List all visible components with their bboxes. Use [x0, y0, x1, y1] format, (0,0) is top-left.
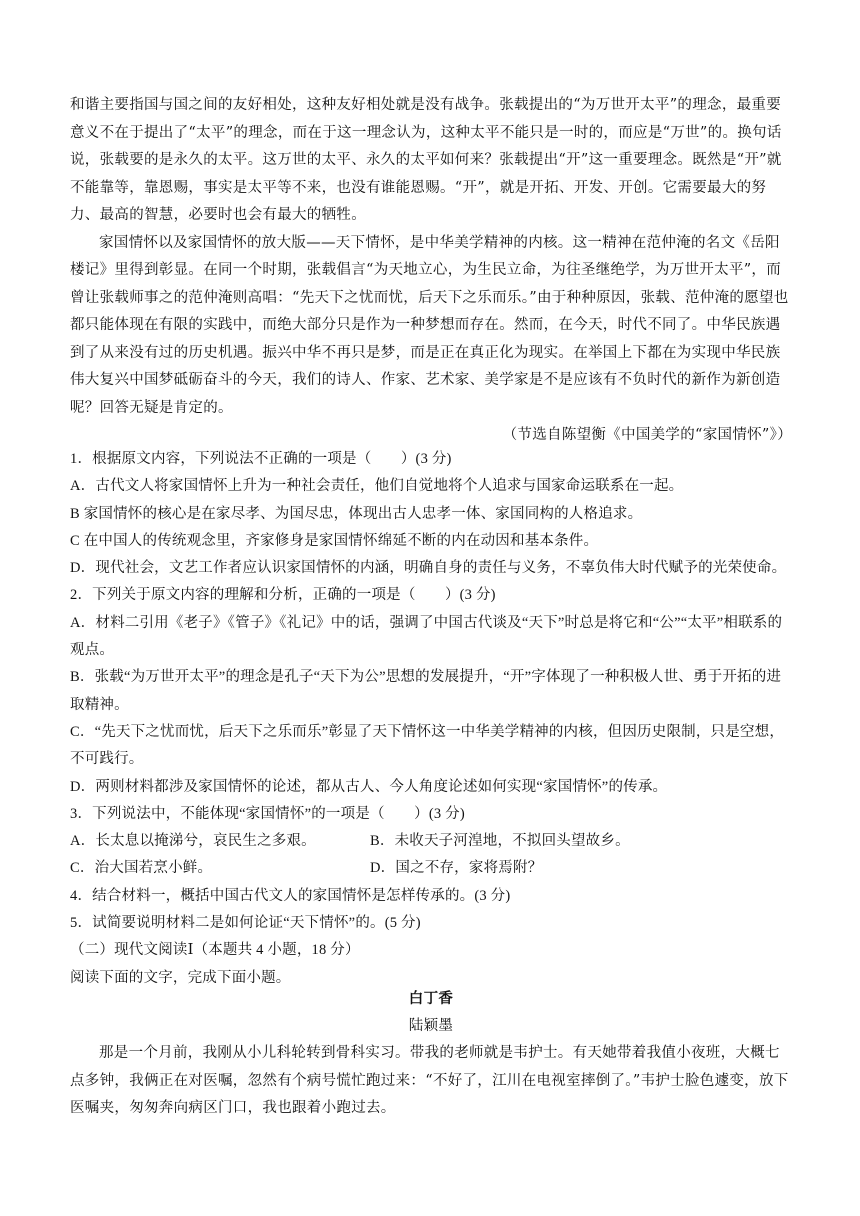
question-3-option-d: D．国之不存，家将焉附？ — [370, 860, 543, 877]
question-3: 3．下列说法中，不能体现“家国情怀”的一项是（ ）(3 分) — [70, 805, 465, 822]
question-5: 5．试简要说明材料二是如何论证“天下情怀”的。(5 分) — [70, 915, 421, 932]
question-2-option-a: A．材料二引用《老子》《管子》《礼记》中的话，强调了中国古代谈及“天下”时总是将它和“公”“太平”相联系的观点。 — [70, 614, 783, 659]
question-3-option-a: A．长太息以掩涕兮，哀民生之多艰。 — [70, 833, 316, 850]
section-2-instruction: 阅读下面的文字，完成下面小题。 — [70, 969, 291, 986]
question-1-option-d: D．现代社会，文艺工作者应认识家国情怀的内涵，明确自身的责任与义务，不辜负伟大时代赋予的光荣使命。 — [70, 560, 787, 577]
passage-paragraph-1: 和谐主要指国与国之间的友好相处，这种友好相处就是没有战争。张载提出的“为万世开太平”的理念，最重要意义不在于提出了“太平”的理念，而在于这一理念认为，这种太平不能只是一时的，而应是“万世”的。换句话说，张载要的是永久的太平。这万世的太平、永久的太平如何来？张载提出“开”这一重要理念。既然是“开”就不能靠等，靠恩赐，事实是太平等不来，也没有谁能恩赐。“开”，就是开拓、开发、开创。它需要最大的努力、最高的智慧，必要时也会有最大的牺牲。 — [70, 97, 782, 223]
passage-source: （节选自陈望衡《中国美学的“家国情怀”》） — [502, 427, 792, 443]
question-3-options-row-1 — [70, 828, 792, 855]
question-list — [70, 446, 792, 992]
story-paragraph-1: 那是一个月前，我刚从小儿科轮转到骨科实习。带我的老师就是韦护士。有天她带着我值小夜班，大概七点多钟，我俩正在对医嘱，忽然有个病号慌忙跑过来：“不好了，江川在电视室摔倒了。”韦护士脸色遽变，放下医嘱夹，匆匆奔向病区门口，我也跟着小跑过去。 — [70, 1045, 789, 1116]
question-1-option-a: A．古代文人将家国情怀上升为一种社会责任，他们自觉地将个人追求与国家命运联系在一起。 — [70, 478, 684, 495]
question-1-option-c: C 在中国人的传统观念里，齐家修身是家国情怀绵延不断的内在动因和基本条件。 — [70, 532, 599, 549]
question-2-option-d: D．两则材料都涉及家国情怀的论述，都从古人、今人角度论述如何实现“家国情怀”的传承。 — [70, 778, 668, 795]
question-2: 2．下列关于原文内容的理解和分析，正确的一项是（ ）(3 分) — [70, 587, 496, 604]
question-2-option-c: C．“先天下之忧而忧，后天下之乐而乐”彰显了天下情怀这一中华美学精神的内核，但因历史限制，只是空想，不可践行。 — [70, 723, 785, 768]
story-author: 陆颖墨 — [408, 1017, 454, 1034]
question-1: 1．根据原文内容，下列说法不正确的一项是（ ）(3 分) — [70, 451, 452, 467]
question-3-options-row-2 — [70, 855, 792, 882]
question-3-option-b: B．未收天子河湟地，不拟回头望故乡。 — [370, 833, 630, 850]
story-excerpt — [70, 985, 792, 1123]
question-1-option-b: B 家国情怀的核心是在家尽孝、为国尽忠，体现出古人忠孝一体、家国同构的人格追求。 — [70, 505, 643, 522]
question-4: 4．结合材料一，概括中国古代文人的家国情怀是怎样传承的。(3 分) — [70, 887, 511, 904]
question-3-option-c: C．治大国若烹小鲜。 — [70, 860, 213, 877]
section-2-heading: （二）现代文阅读Ⅰ（本题共 4 小题，18 分） — [70, 942, 360, 959]
passage-excerpt — [70, 92, 792, 450]
passage-paragraph-2: 家国情怀以及家国情怀的放大版——天下情怀，是中华美学精神的内核。这一精神在范仲淹的名文《岳阳楼记》里得到彰显。在同一个时期，张载倡言“为天地立心，为生民立命，为往圣继绝学，为万世开太平”，而曾让张载师事之的范仲淹则高唱：“先天下之忧而忧，后天下之乐而乐。”由于种种原因，张载、范仲淹的愿望也都只能体现在有限的实践中，而绝大部分只是作为一种梦想而存在。然而，在今天，时代不同了。中华民族遇到了从来没有过的历史机遇。振兴中华不再只是梦，而是正在真正化为现实。在举国上下都在为实现中华民族伟大复兴中国梦砥砺奋斗的今天，我们的诗人、作家、艺术家、美学家是不是应该有不负时代的新作为新创造呢？回答无疑是肯定的。 — [70, 234, 789, 416]
question-2-option-b: B．张载“为万世开太平”的理念是孔子“天下为公”思想的发展提升，“开”字体现了一种积极人世、勇于开拓的进取精神。 — [70, 669, 782, 713]
story-title: 白丁香 — [408, 990, 454, 1007]
